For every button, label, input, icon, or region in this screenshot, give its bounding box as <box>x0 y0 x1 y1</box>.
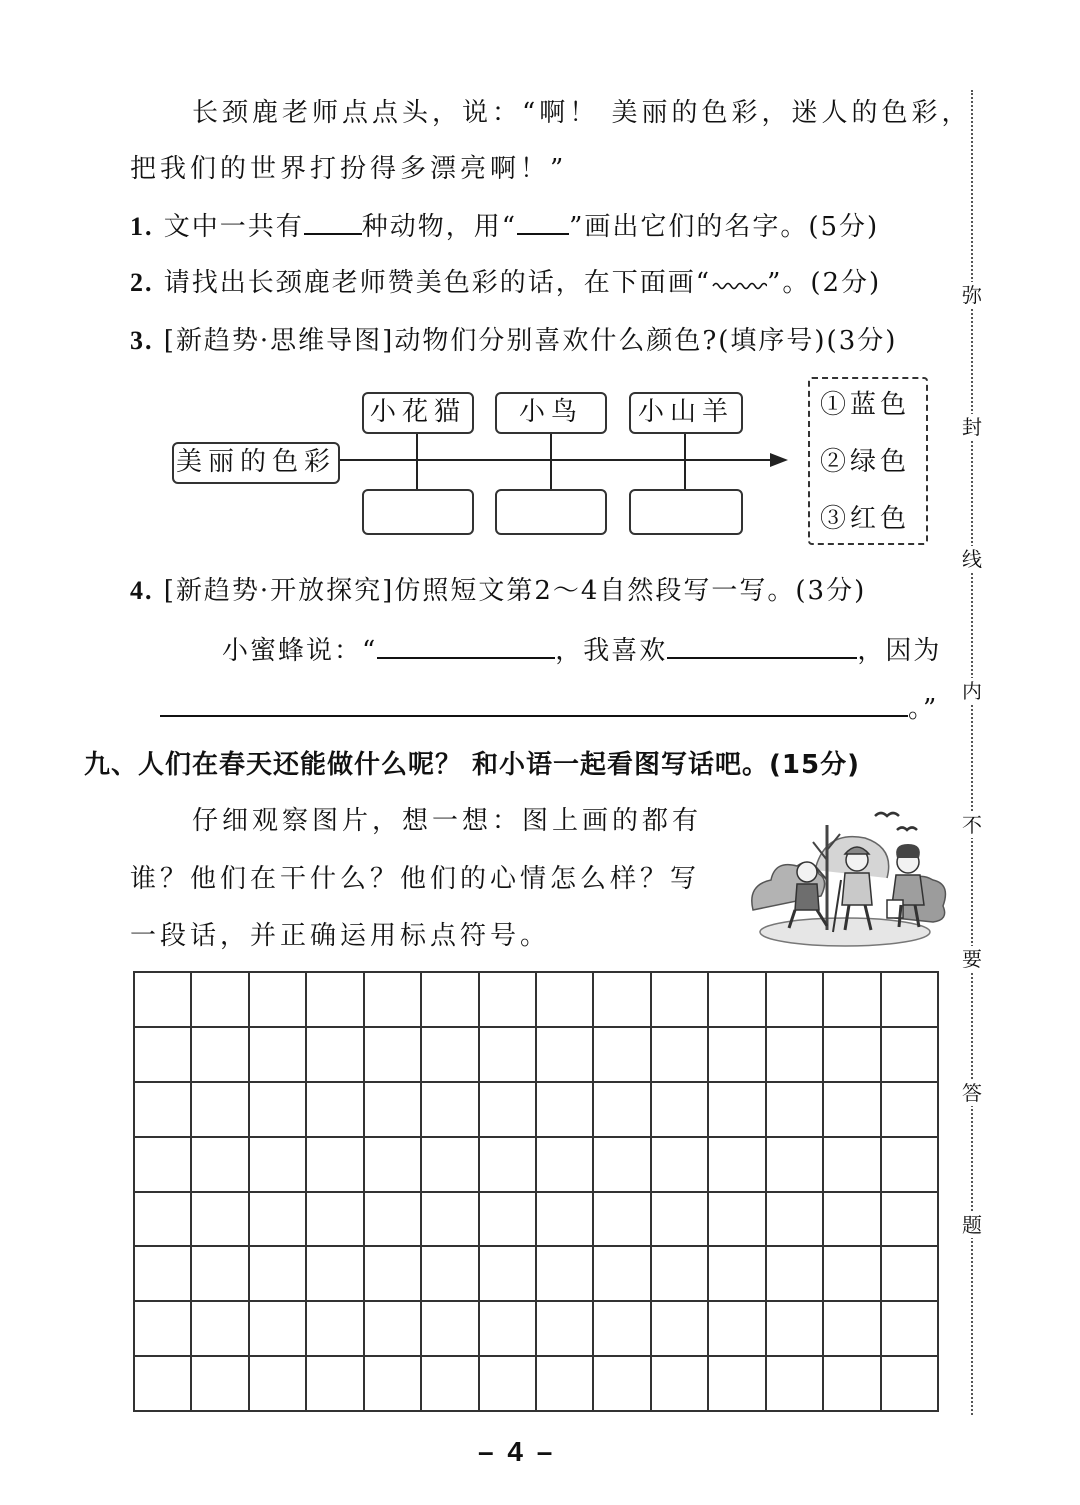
grid-cell[interactable] <box>135 1357 192 1412</box>
grid-cell[interactable] <box>824 1193 881 1248</box>
grid-cell[interactable] <box>882 973 939 1028</box>
grid-cell[interactable] <box>709 1083 766 1138</box>
grid-cell[interactable] <box>480 1193 537 1248</box>
grid-cell[interactable] <box>365 1138 422 1193</box>
grid-cell[interactable] <box>250 1193 307 1248</box>
sidebar-char: 答 <box>962 1081 982 1105</box>
grid-cell[interactable] <box>709 1138 766 1193</box>
sidebar-char: 线 <box>962 547 982 571</box>
grid-cell[interactable] <box>882 1357 939 1412</box>
grid-cell[interactable] <box>594 1083 651 1138</box>
grid-cell[interactable] <box>365 1247 422 1302</box>
grid-cell[interactable] <box>422 1028 479 1083</box>
sidebar-char: 内 <box>962 679 982 703</box>
grid-cell[interactable] <box>307 1247 364 1302</box>
grid-cell[interactable] <box>594 1357 651 1412</box>
grid-cell[interactable] <box>307 973 364 1028</box>
page-number: – 4 – <box>478 1436 556 1467</box>
grid-cell[interactable] <box>250 1357 307 1412</box>
writing-grid[interactable] <box>133 971 939 1412</box>
grid-cell[interactable] <box>250 1083 307 1138</box>
grid-cell[interactable] <box>365 1083 422 1138</box>
grid-cell[interactable] <box>480 973 537 1028</box>
grid-cell[interactable] <box>135 1302 192 1357</box>
grid-cell[interactable] <box>537 1028 594 1083</box>
grid-cell[interactable] <box>882 1028 939 1083</box>
fill-text-end: 。” <box>908 694 939 724</box>
grid-cell[interactable] <box>594 1302 651 1357</box>
grid-cell[interactable] <box>307 1193 364 1248</box>
grid-cell[interactable] <box>537 1302 594 1357</box>
grid-cell[interactable] <box>652 973 709 1028</box>
grid-cell[interactable] <box>480 1138 537 1193</box>
grid-cell[interactable] <box>824 1357 881 1412</box>
grid-cell[interactable] <box>594 1193 651 1248</box>
section-9-title: 九、人们在春天还能做什么呢？ 和小语一起看图写话吧。(15分) <box>84 750 860 780</box>
mind-map-root: 美丽的色彩 <box>172 442 340 484</box>
grid-cell[interactable] <box>250 1138 307 1193</box>
grid-cell[interactable] <box>824 973 881 1028</box>
question-4 <box>130 570 866 607</box>
grid-cell[interactable] <box>480 1083 537 1138</box>
grid-cell[interactable] <box>882 1138 939 1193</box>
grid-cell[interactable] <box>709 1357 766 1412</box>
grid-cell[interactable] <box>767 1193 824 1248</box>
grid-cell[interactable] <box>652 1357 709 1412</box>
grid-cell[interactable] <box>537 973 594 1028</box>
color-option-red: ③红色 <box>820 504 911 534</box>
animal-box-cat: 小花猫 <box>362 392 474 434</box>
color-option-green: ②绿色 <box>820 447 911 477</box>
passage-line-1: 长颈鹿老师点点头，说：“啊！ 美丽的色彩，迷人的色彩， <box>192 98 972 128</box>
grid-cell[interactable] <box>192 1357 249 1412</box>
grid-cell[interactable] <box>365 973 422 1028</box>
grid-cell[interactable] <box>480 1247 537 1302</box>
grid-cell[interactable] <box>192 1028 249 1083</box>
grid-cell[interactable] <box>767 1083 824 1138</box>
grid-cell[interactable] <box>594 1247 651 1302</box>
grid-cell[interactable] <box>192 1247 249 1302</box>
grid-cell[interactable] <box>422 1357 479 1412</box>
grid-cell[interactable] <box>652 1138 709 1193</box>
answer-box-goat[interactable] <box>629 489 743 535</box>
answer-box-bird[interactable] <box>495 489 607 535</box>
grid-cell[interactable] <box>250 1302 307 1357</box>
grid-cell[interactable] <box>824 1247 881 1302</box>
grid-cell[interactable] <box>422 1083 479 1138</box>
grid-cell[interactable] <box>365 1357 422 1412</box>
grid-cell[interactable] <box>652 1247 709 1302</box>
sidebar-char: 弥 <box>962 283 982 307</box>
grid-cell[interactable] <box>422 973 479 1028</box>
section-9-line-2: 谁？他们在干什么？他们的心情怎么样？写 <box>130 864 701 894</box>
grid-cell[interactable] <box>135 1247 192 1302</box>
grid-cell[interactable] <box>709 1028 766 1083</box>
grid-cell[interactable] <box>537 1083 594 1138</box>
arrow-head-icon <box>770 453 788 467</box>
grid-cell[interactable] <box>365 1028 422 1083</box>
section-9-line-3: 一段话，并正确运用标点符号。 <box>130 921 551 951</box>
sidebar-char: 题 <box>962 1213 982 1237</box>
grid-cell[interactable] <box>192 1083 249 1138</box>
animal-box-goat: 小山羊 <box>629 392 743 434</box>
fill-text: ，我喜欢 <box>555 636 668 666</box>
question-number: 3. <box>130 326 154 355</box>
grid-cell[interactable] <box>709 1247 766 1302</box>
grid-cell[interactable] <box>824 1302 881 1357</box>
grid-cell[interactable] <box>882 1083 939 1138</box>
grid-cell[interactable] <box>365 1302 422 1357</box>
section-9-line-1: 仔细观察图片，想一想：图上画的都有 <box>192 806 703 836</box>
sidebar-char: 要 <box>962 947 982 971</box>
grid-cell[interactable] <box>480 1302 537 1357</box>
fill-text: 小蜜蜂说：“ <box>222 636 378 666</box>
grid-cell[interactable] <box>882 1302 939 1357</box>
grid-cell[interactable] <box>709 1302 766 1357</box>
question-number: 4. <box>130 576 154 605</box>
animal-box-bird: 小鸟 <box>495 392 607 434</box>
tree-planting-illustration <box>745 800 950 950</box>
question-text: [新趋势·思维导图]动物们分别喜欢什么颜色?(填序号)(3分) <box>163 326 898 356</box>
color-option-blue: ①蓝色 <box>820 390 911 420</box>
grid-cell[interactable] <box>594 1028 651 1083</box>
grid-cell[interactable] <box>767 973 824 1028</box>
grid-cell[interactable] <box>422 1193 479 1248</box>
grid-cell[interactable] <box>652 1083 709 1138</box>
grid-cell[interactable] <box>824 1138 881 1193</box>
grid-cell[interactable] <box>250 1247 307 1302</box>
grid-cell[interactable] <box>824 1028 881 1083</box>
question-text: 请找出长颈鹿老师赞美色彩的话，在下面画“ <box>163 268 712 298</box>
grid-cell[interactable] <box>365 1193 422 1248</box>
grid-cell[interactable] <box>307 1302 364 1357</box>
grid-cell[interactable] <box>537 1247 594 1302</box>
grid-cell[interactable] <box>192 1138 249 1193</box>
grid-cell[interactable] <box>135 1138 192 1193</box>
grid-cell[interactable] <box>422 1247 479 1302</box>
grid-cell[interactable] <box>422 1138 479 1193</box>
sidebar-char: 不 <box>962 813 982 837</box>
answer-box-cat[interactable] <box>362 489 474 535</box>
grid-cell[interactable] <box>250 1028 307 1083</box>
grid-cell[interactable] <box>652 1193 709 1248</box>
grid-cell[interactable] <box>594 973 651 1028</box>
grid-cell[interactable] <box>652 1302 709 1357</box>
grid-cell[interactable] <box>537 1357 594 1412</box>
passage-line-2: 把我们的世界打扮得多漂亮啊！” <box>130 154 568 184</box>
answer-blank[interactable] <box>667 657 857 659</box>
question-text: ”。(2分) <box>767 268 882 298</box>
grid-cell[interactable] <box>882 1247 939 1302</box>
grid-cell[interactable] <box>422 1302 479 1357</box>
grid-cell[interactable] <box>767 1302 824 1357</box>
grid-cell[interactable] <box>537 1193 594 1248</box>
grid-cell[interactable] <box>192 1193 249 1248</box>
grid-cell[interactable] <box>709 1193 766 1248</box>
sidebar-char: 封 <box>962 415 982 439</box>
question-number: 2. <box>130 268 154 297</box>
grid-cell[interactable] <box>135 973 192 1028</box>
grid-cell[interactable] <box>767 1247 824 1302</box>
grid-cell[interactable] <box>767 1028 824 1083</box>
grid-cell[interactable] <box>307 1138 364 1193</box>
question-text: 种动物，用“ <box>361 212 518 242</box>
grid-cell[interactable] <box>709 973 766 1028</box>
grid-cell[interactable] <box>307 1083 364 1138</box>
grid-cell[interactable] <box>480 1357 537 1412</box>
grid-cell[interactable] <box>135 1083 192 1138</box>
grid-cell[interactable] <box>767 1357 824 1412</box>
grid-cell[interactable] <box>192 973 249 1028</box>
grid-cell[interactable] <box>250 973 307 1028</box>
grid-cell[interactable] <box>307 1028 364 1083</box>
grid-cell[interactable] <box>135 1193 192 1248</box>
answer-line[interactable] <box>160 715 908 717</box>
grid-cell[interactable] <box>307 1357 364 1412</box>
grid-cell[interactable] <box>652 1028 709 1083</box>
grid-cell[interactable] <box>135 1028 192 1083</box>
grid-cell[interactable] <box>767 1138 824 1193</box>
grid-cell[interactable] <box>824 1083 881 1138</box>
grid-cell[interactable] <box>594 1138 651 1193</box>
grid-cell[interactable] <box>192 1302 249 1357</box>
grid-cell[interactable] <box>537 1138 594 1193</box>
question-text: ”画出它们的名字。(5分) <box>569 212 880 242</box>
grid-cell[interactable] <box>882 1193 939 1248</box>
grid-cell[interactable] <box>480 1028 537 1083</box>
question-number: 1. <box>130 212 154 241</box>
question-text: 文中一共有 <box>163 212 304 242</box>
answer-blank[interactable] <box>377 657 555 659</box>
question-text: [新趋势·开放探究]仿照短文第2～4自然段写一写。(3分) <box>163 576 867 606</box>
question-4-fill-line <box>222 630 941 667</box>
fill-text: ，因为 <box>857 636 942 666</box>
